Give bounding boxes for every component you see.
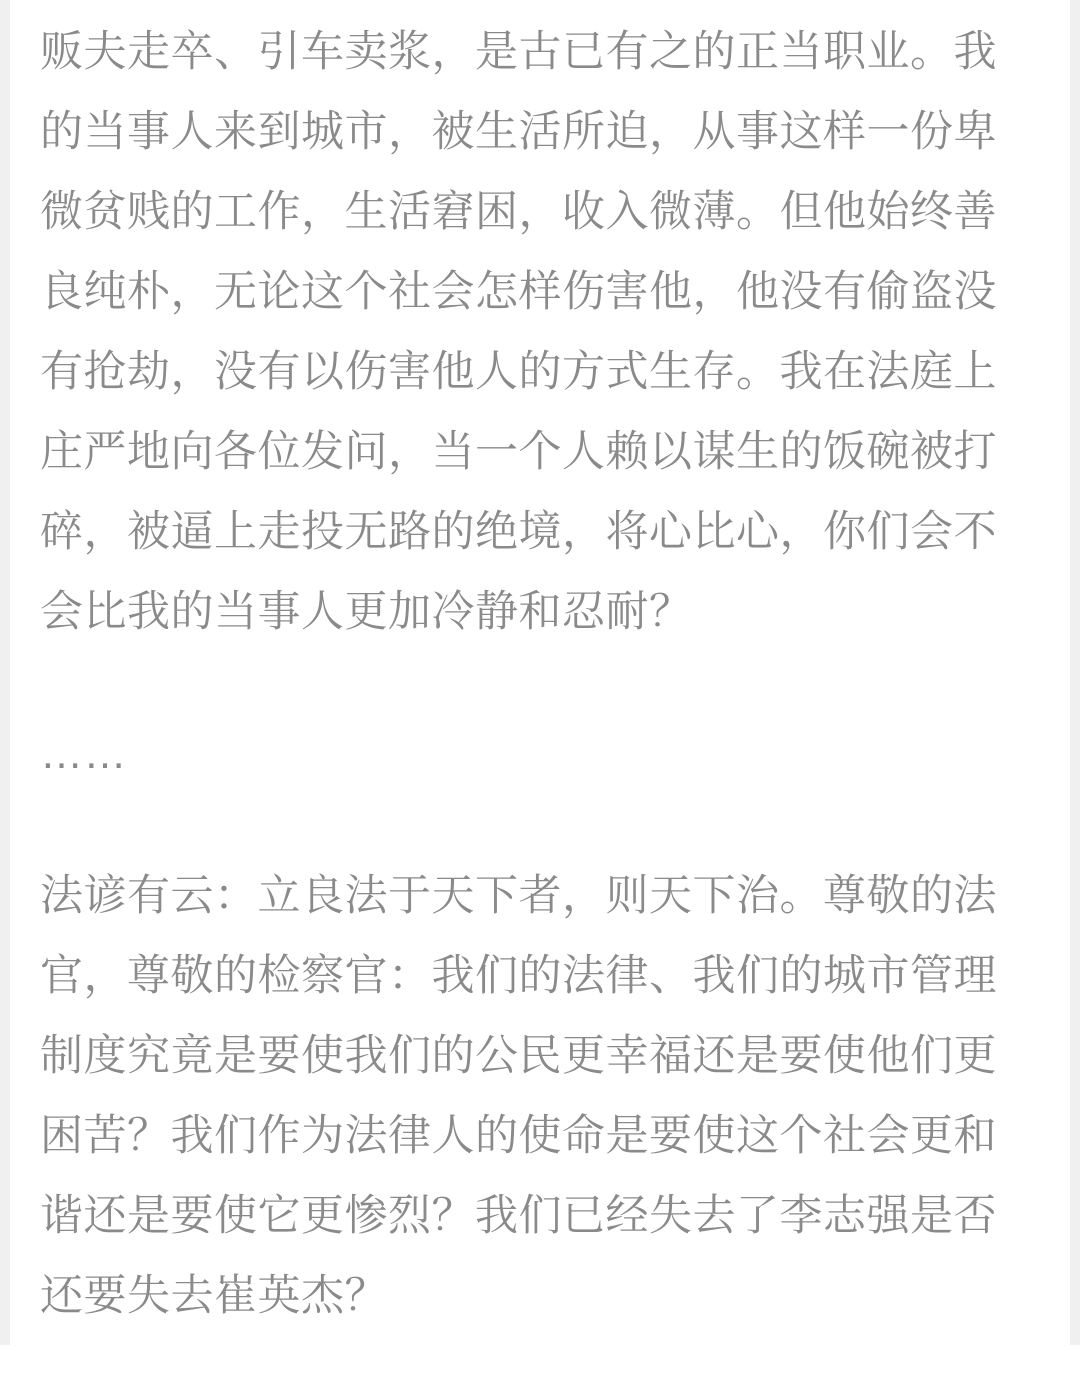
text-line: 还要失去崔英杰？ [40, 1272, 388, 1320]
text-line: 有抢劫，没有以伤害他人的方式生存。我在法庭上 [40, 348, 997, 396]
article-body [40, 12, 1040, 1398]
text-line: 的当事人来到城市，被生活所迫，从事这样一份卑 [40, 108, 997, 156]
text-line: 制度究竟是要使我们的公民更幸福还是要使他们更 [40, 1032, 997, 1080]
body-paragraph [40, 12, 1040, 652]
text-line: 法谚有云：立良法于天下者，则天下治。尊敬的法 [40, 872, 997, 920]
text-line: 困苦？我们作为法律人的使命是要使这个社会更和 [40, 1112, 997, 1160]
text-line: …… [40, 730, 127, 778]
text-line: 良纯朴，无论这个社会怎样伤害他，他没有偷盗没 [40, 268, 997, 316]
body-paragraph [40, 856, 1040, 1336]
text-line: 贩夫走卒、引车卖浆，是古已有之的正当职业。我 [40, 28, 997, 76]
text-line: 官，尊敬的检察官：我们的法律、我们的城市管理 [40, 952, 997, 1000]
text-line: 会比我的当事人更加冷静和忍耐？ [40, 588, 693, 636]
text-line: 谐还是要使它更惨烈？我们已经失去了李志强是否 [40, 1192, 997, 1240]
text-line: 碎，被逼上走投无路的绝境，将心比心，你们会不 [40, 508, 997, 556]
ellipsis-paragraph [40, 714, 1040, 794]
right-page-gutter [1070, 0, 1080, 1345]
text-line: 庄严地向各位发问，当一个人赖以谋生的饭碗被打 [40, 428, 997, 476]
left-page-gutter [0, 0, 10, 1345]
text-line: 微贫贱的工作，生活窘困，收入微薄。但他始终善 [40, 188, 997, 236]
